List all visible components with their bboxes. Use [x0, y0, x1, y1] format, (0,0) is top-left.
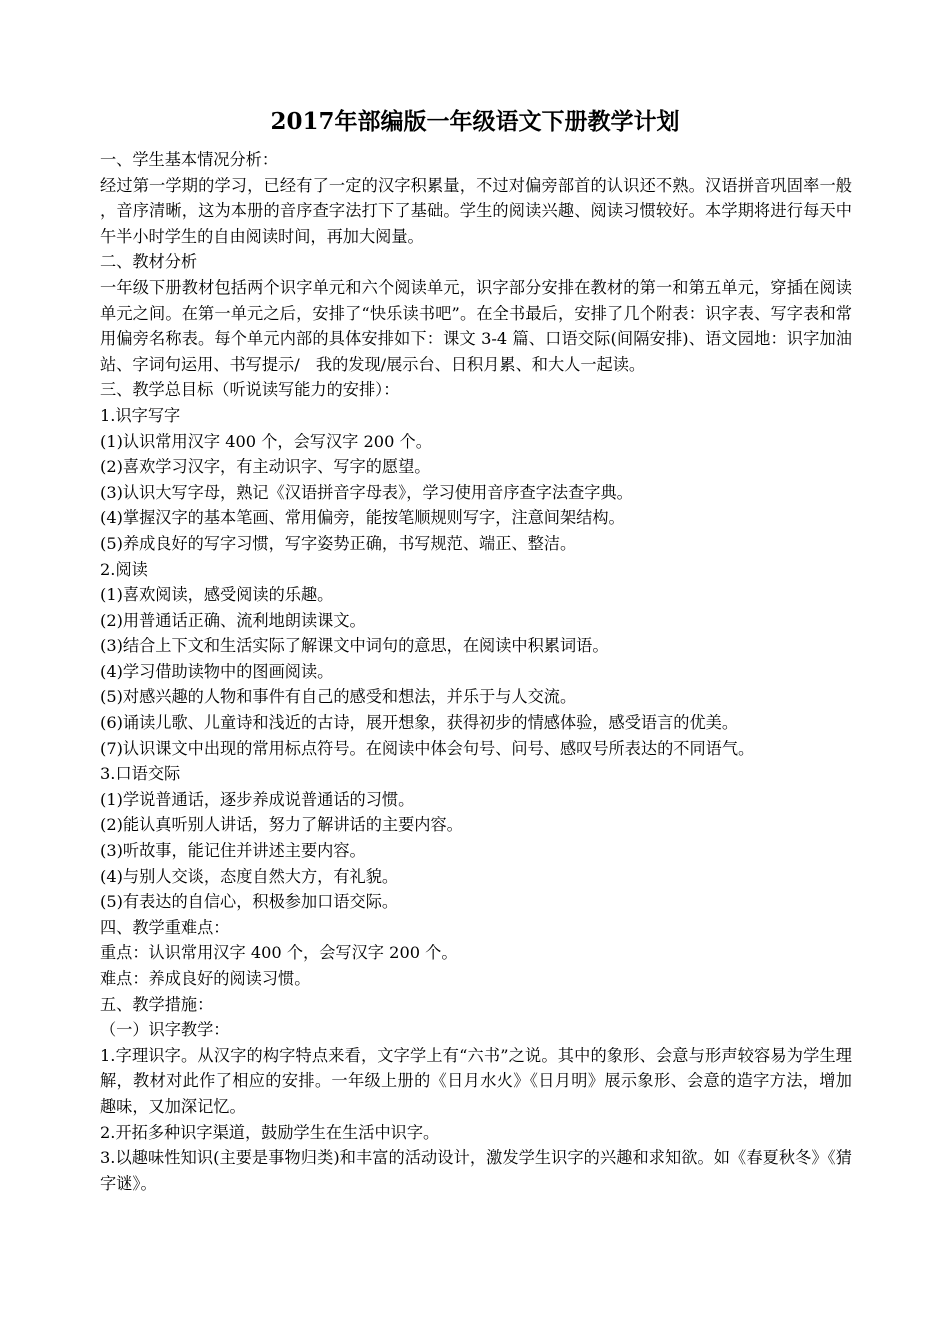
section-heading: 三、教学总目标（听说读写能力的安排）： [100, 380, 400, 400]
section-heading: 二、教材分析 [100, 252, 198, 272]
list-item: 1.字理识字。从汉字的构字特点来看，文字学上有“六书”之说。其中的象形、会意与形声较容易为学生理解，教材对此作了相应的安排。一年级上册的《日月水火》《日月明》展示象形、会意的造字方法，增加趣味，又加深记忆。 [100, 1045, 852, 1116]
list-item: (2)用普通话正确、流利地朗读课文。 [100, 610, 366, 630]
list-item: 2.开拓多种识字渠道，鼓励学生在生活中识字。 [100, 1122, 440, 1142]
list-item: (4)学习借助读物中的图画阅读。 [100, 661, 334, 681]
list-item: (5)有表达的自信心，积极参加口语交际。 [100, 892, 399, 912]
list-item: (6)诵读儿歌、儿童诗和浅近的古诗，展开想象，获得初步的情感体验，感受语言的优美。 [100, 713, 739, 733]
list-item: (1)认识常用汉字 400 个，会写汉字 200 个。 [100, 431, 432, 451]
section-heading: 四、教学重难点： [100, 917, 230, 937]
paragraph: 一年级下册教材包括两个识字单元和六个阅读单元，识字部分安排在教材的第一和第五单元，穿插在阅读单元之间。在第一单元之后，安排了“快乐读书吧”。在全书最后，安排了几个附表：识字表、写字表和常用偏旁名称表。每个单元内部的具体安排如下：课文 3-4 篇、口语交际(间隔安排)、语文园地：识字加油站、字词句运用、书写提示/ 我的发现/展示台、日积月累、和大人一起读。 [100, 277, 852, 374]
paragraph: 重点：认识常用汉字 400 个，会写汉字 200 个。 [100, 943, 458, 963]
list-item: (1)学说普通话，逐步养成说普通话的习惯。 [100, 789, 415, 809]
list-item: (7)认识课文中出现的常用标点符号。在阅读中体会句号、问号、感叹号所表达的不同语气。 [100, 738, 755, 758]
list-item: (2)能认真听别人讲话，努力了解讲话的主要内容。 [100, 815, 463, 835]
list-item: (2)喜欢学习汉字，有主动识字、写字的愿望。 [100, 457, 431, 477]
subsection-heading: （一）识字教学： [100, 1020, 230, 1040]
list-item: (3)结合上下文和生活实际了解课文中词句的意思，在阅读中积累词语。 [100, 636, 609, 656]
section-heading: 一、学生基本情况分析： [100, 150, 279, 169]
paragraph: 难点：养成良好的阅读习惯。 [100, 969, 311, 988]
subsection-heading: 2.阅读 [100, 559, 148, 579]
section-heading: 五、教学措施： [100, 994, 214, 1014]
list-item: (5)对感兴趣的人物和事件有自己的感受和想法，并乐于与人交流。 [100, 687, 577, 707]
list-item: (3)听故事，能记住并讲述主要内容。 [100, 841, 366, 861]
list-item: (4)掌握汉字的基本笔画、常用偏旁，能按笔顺规则写字，注意间架结构。 [100, 508, 625, 528]
subsection-heading: 3.口语交际 [100, 764, 181, 784]
document-title: 2017年部编版一年级语文下册教学计划 [270, 108, 680, 135]
list-item: (3)认识大写字母，熟记《汉语拼音字母表》，学习使用音序查字法查字典。 [100, 482, 633, 502]
list-item: (4)与别人交谈，态度自然大方，有礼貌。 [100, 866, 399, 886]
list-item: (5)养成良好的写字习惯，写字姿势正确，书写规范、端正、整洁。 [100, 533, 577, 553]
paragraph: 经过第一学期的学习，已经有了一定的汉字积累量，不过对偏旁部首的认识还不熟。汉语拼音巩固率一般，音序清晰，这为本册的音序查字法打下了基础。学生的阅读兴趣、阅读习惯较好。本学期将进行每天中午半小时学生的自由阅读时间，再加大阅量。 [100, 175, 852, 246]
list-item: (1)喜欢阅读，感受阅读的乐趣。 [100, 585, 334, 605]
document-body [100, 147, 852, 1196]
subsection-heading: 1.识字写字 [100, 405, 181, 425]
list-item: 3.以趣味性知识(主要是事物归类)和丰富的活动设计，激发学生识字的兴趣和求知欲。如《春夏秋冬》《猜字谜》。 [100, 1148, 852, 1193]
